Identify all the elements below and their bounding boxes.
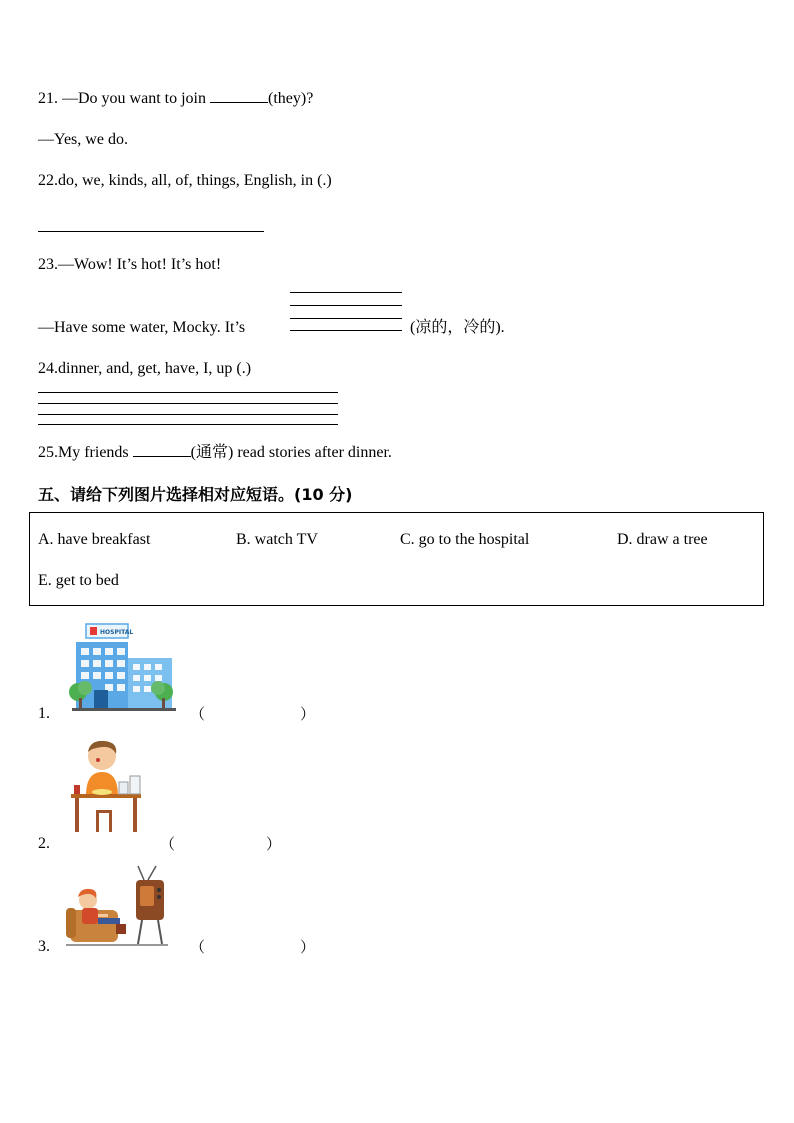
option-b: B. watch TV	[236, 531, 318, 548]
q23-answer-line-1[interactable]	[290, 292, 402, 293]
hospital-sign-text: HOSPITAL	[100, 629, 134, 636]
q22-text: 22.do, we, kinds, all, of, things, English, in (.)	[38, 172, 332, 189]
option-d: D. draw a tree	[617, 531, 708, 548]
q23-line2: —Have some water, Mocky. It’s	[38, 319, 246, 336]
q25-start: 25.My friends	[38, 444, 133, 461]
hospital-icon	[66, 620, 178, 712]
option-c: C. go to the hospital	[400, 531, 530, 548]
item2-number: 2.	[38, 835, 50, 852]
item1-answer-close: ）	[300, 705, 316, 723]
item3-answer-close: ）	[300, 938, 316, 956]
q22-answer-line[interactable]	[38, 231, 264, 232]
item3-number: 3.	[38, 938, 50, 955]
section5-heading: 五、请给下列图片选择相对应短语。(10 分)	[38, 485, 353, 504]
q21-line1	[38, 88, 313, 109]
options-box	[29, 512, 764, 606]
eating-breakfast-icon	[68, 738, 144, 834]
q25-text	[38, 442, 392, 463]
q23-hint: (凉的，冷的).	[410, 319, 505, 336]
item1-number: 1.	[38, 705, 50, 722]
q21-hint: (they)?	[268, 90, 314, 107]
q24-answer-line-1[interactable]	[38, 392, 338, 393]
q23-answer-line-4[interactable]	[290, 330, 402, 331]
q24-text: 24.dinner, and, get, have, I, up (.)	[38, 360, 252, 377]
q21-line2: —Yes, we do.	[38, 131, 128, 148]
q21-number: 21	[38, 90, 54, 107]
item2-answer-open[interactable]: （	[160, 835, 176, 853]
q23-line1: 23.—Wow! It’s hot! It’s hot!	[38, 256, 222, 273]
item3-answer-open[interactable]: （	[190, 938, 206, 956]
q25-end: (通常) read stories after dinner.	[190, 444, 392, 461]
q24-answer-line-4[interactable]	[38, 424, 338, 425]
watching-tv-icon	[64, 864, 170, 948]
option-e: E. get to bed	[38, 572, 119, 589]
q24-answer-line-3[interactable]	[38, 414, 338, 415]
option-a: A. have breakfast	[38, 531, 151, 548]
q21-answer-blank[interactable]	[210, 88, 268, 103]
q23-answer-line-3[interactable]	[290, 318, 402, 319]
item1-answer-open[interactable]: （	[190, 705, 206, 723]
q23-answer-line-2[interactable]	[290, 305, 402, 306]
q24-answer-line-2[interactable]	[38, 403, 338, 404]
q21-prompt: . —Do you want to join	[54, 90, 210, 107]
q25-answer-blank[interactable]	[133, 442, 191, 457]
item2-answer-close: ）	[266, 835, 282, 853]
